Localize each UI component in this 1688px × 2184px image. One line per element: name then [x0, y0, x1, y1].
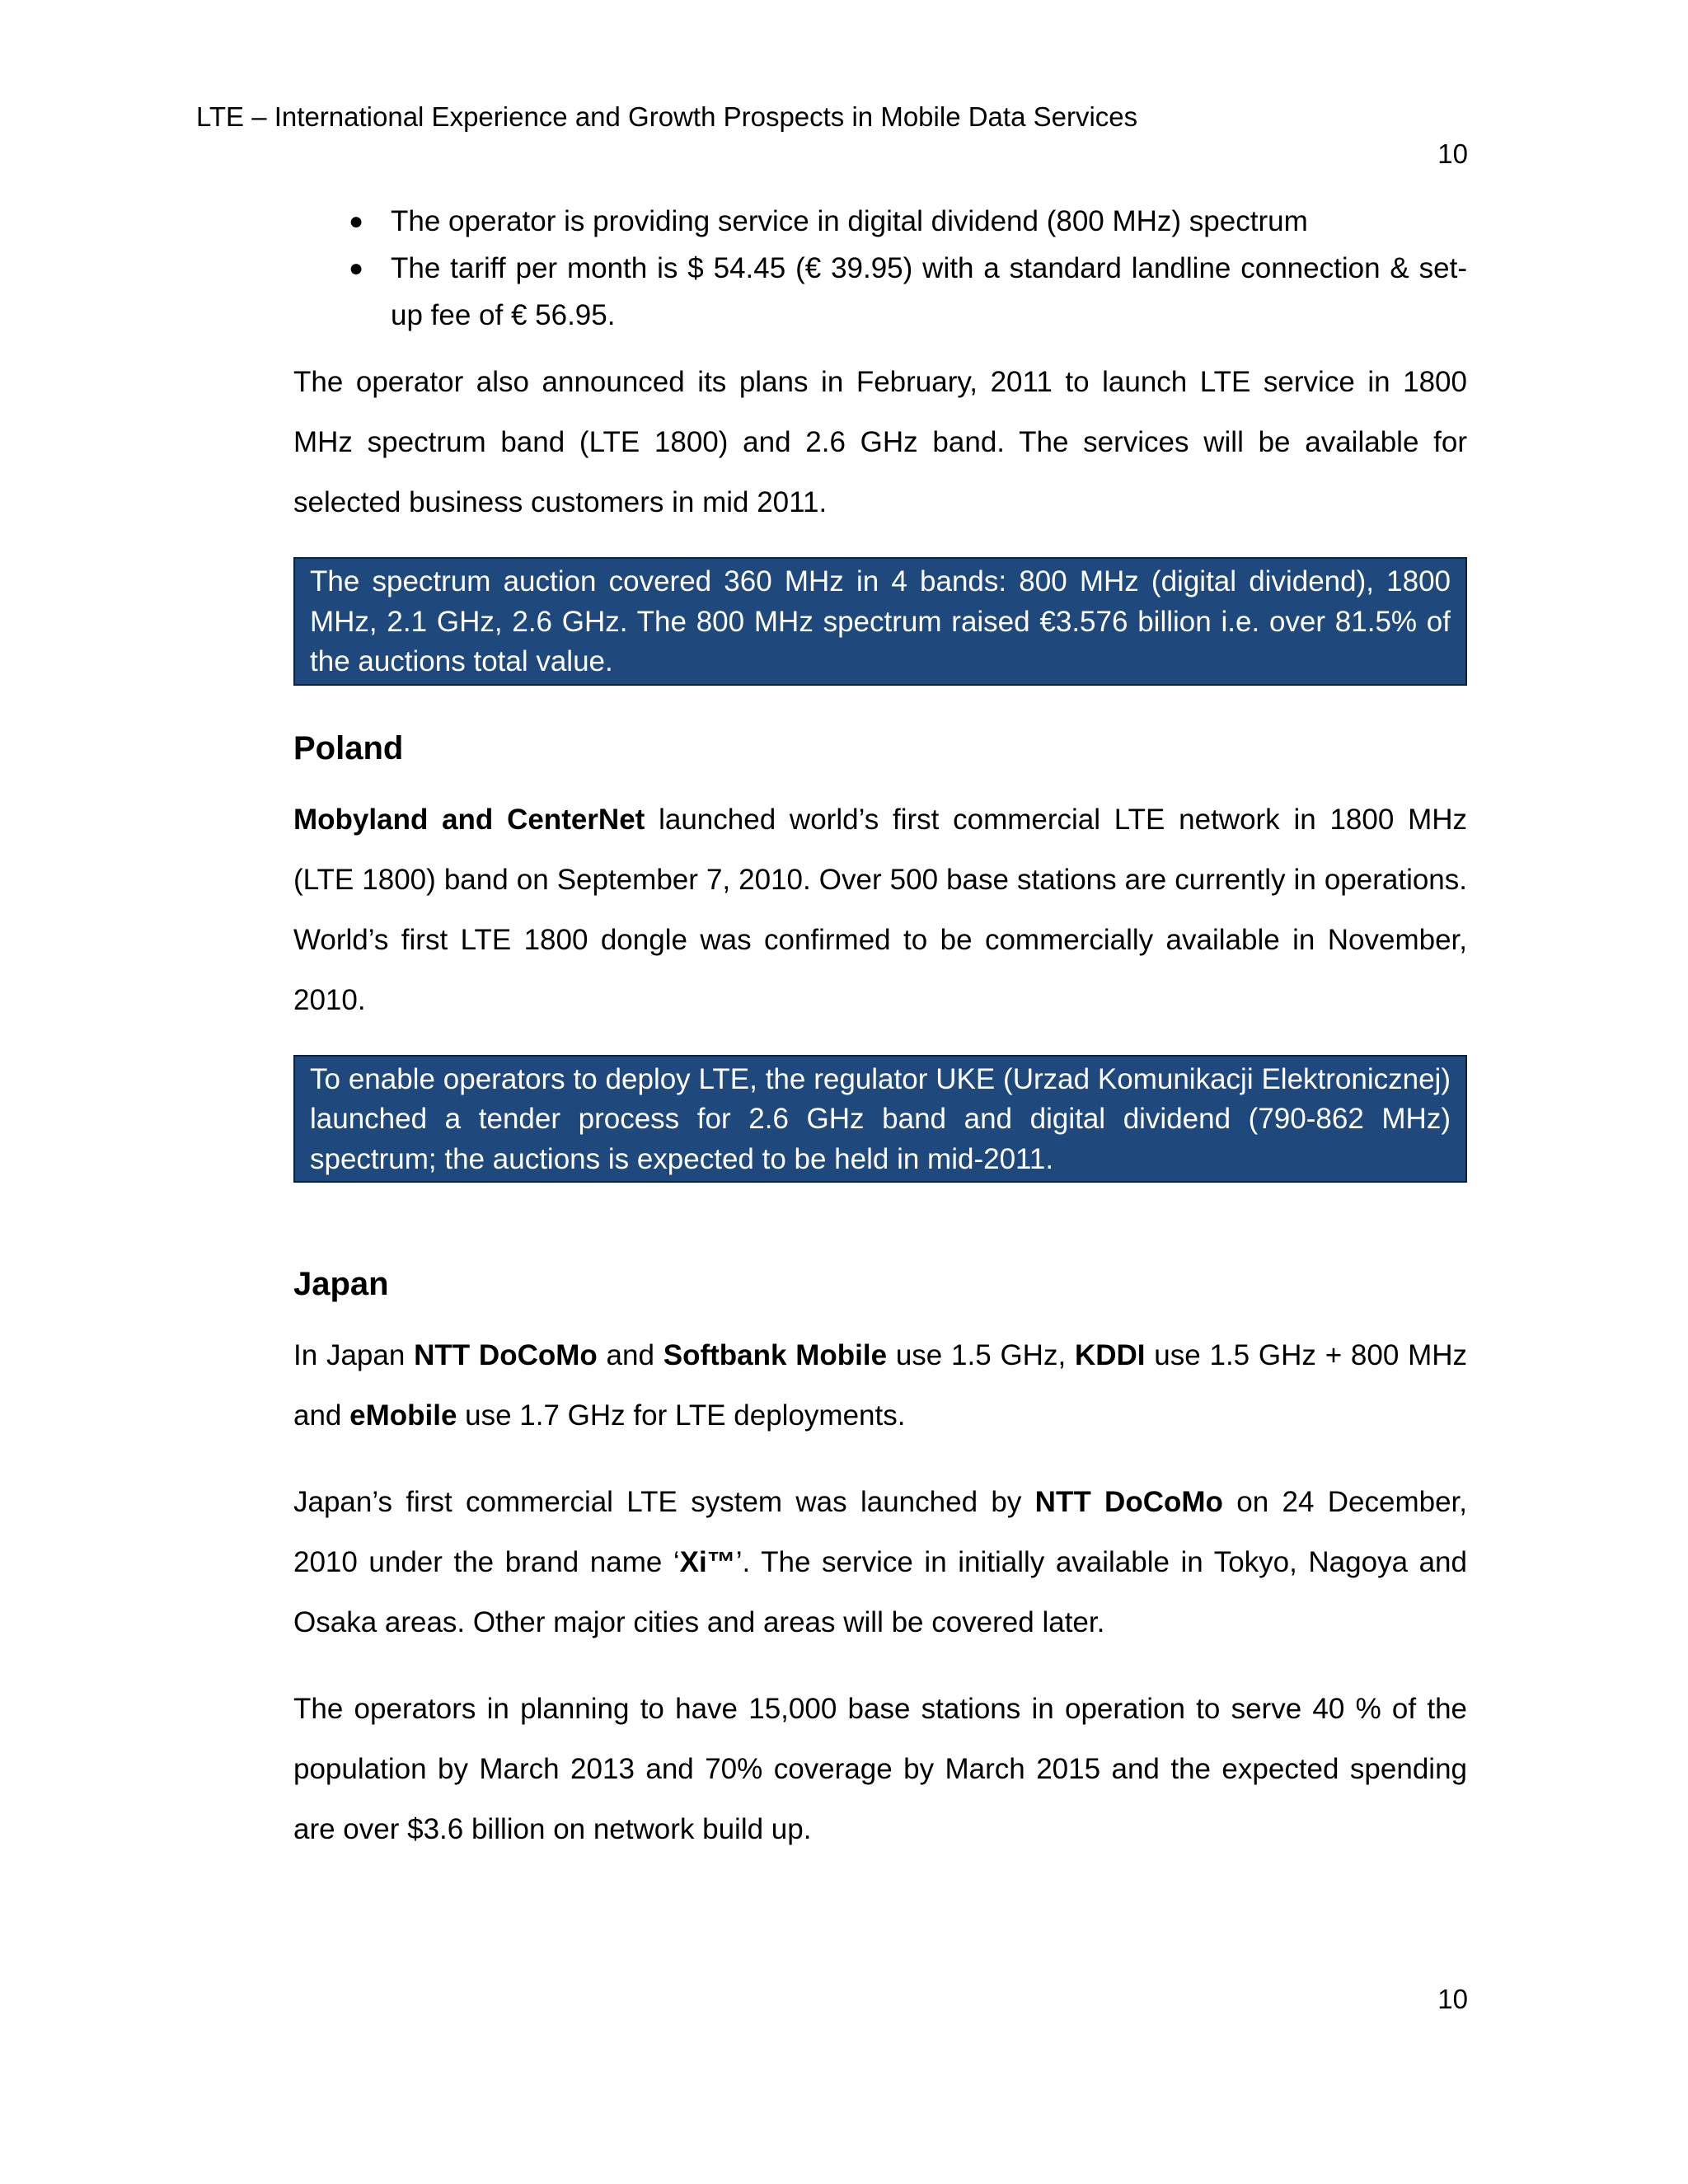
text-run: on 24 December, 2010 under the brand name ‘	[293, 1486, 1467, 1578]
text-run: ’. The service in initially available in Tokyo, Nagoya and Osaka areas. Other major cities and areas will be covered later.	[293, 1546, 1467, 1638]
text-run: Japan’s first commercial LTE system was launched by	[293, 1486, 1035, 1518]
brand-name-bold: Xi™	[679, 1546, 736, 1578]
bullet-list	[293, 198, 1467, 339]
page-number-top: 10	[1437, 138, 1468, 169]
paragraph-poland	[293, 790, 1467, 1030]
text-run: use 1.5 GHz,	[887, 1339, 1075, 1371]
bullet-text: The tariff per month is $ 54.45 (€ 39.95) with a standard landline connection & set-up fee of € 56.95.	[391, 252, 1467, 331]
operator-name-bold: KDDI	[1074, 1339, 1146, 1371]
bullet-item	[293, 198, 1467, 245]
page-number-bottom: 10	[1437, 1984, 1468, 2014]
operator-name-bold: Mobyland and CenterNet	[293, 803, 645, 836]
paragraph-japan-plans: The operators in planning to have 15,000 base stations in operation to serve 40 % of the population by March 2013 and 70% coverage by March 2015 and the expected spending are over $3.6 billion on network build up.	[293, 1693, 1467, 1845]
section-heading-poland: Poland	[293, 729, 404, 766]
operator-name-bold: NTT DoCoMo	[414, 1339, 598, 1371]
text-run: and	[597, 1339, 663, 1371]
operator-name-bold: eMobile	[349, 1399, 457, 1432]
bullet-icon: ●	[349, 208, 364, 235]
running-header: LTE – International Experience and Growth Prospects in Mobile Data Services	[196, 101, 1138, 132]
paragraph-germany-plans: The operator also announced its plans in February, 2011 to launch LTE service in 1800 MHz spectrum band (LTE 1800) and 2.6 GHz band. The services will be available for selected business customers in mid 2011.	[293, 366, 1467, 518]
bullet-text: The operator is providing service in digital dividend (800 MHz) spectrum	[391, 205, 1308, 237]
paragraph-japan-launch	[293, 1472, 1467, 1652]
callout-box-poland: To enable operators to deploy LTE, the regulator UKE (Urzad Komunikacji Elektronicznej) launched a tender process for 2.6 GHz band and digital dividend (790-862 MHz) spectrum; the auctions is expected to be held in mid-2011.	[293, 1055, 1467, 1183]
text-run: use 1.7 GHz for LTE deployments.	[457, 1399, 906, 1432]
operator-name-bold: Softbank Mobile	[663, 1339, 888, 1371]
text-run: use 1.5 GHz + 800 MHz and	[293, 1339, 1467, 1432]
bullet-item	[293, 245, 1467, 339]
paragraph-text: launched world’s first commercial LTE network in 1800 MHz (LTE 1800) band on September 7, 2010. Over 500 base stations are currently in operations. World’s first LTE 1800 dongle was confirmed to be commercially available in November, 2010.	[293, 803, 1467, 1016]
paragraph-japan-operators	[293, 1325, 1467, 1446]
operator-name-bold: NTT DoCoMo	[1034, 1486, 1223, 1518]
page-content	[293, 198, 1467, 1859]
callout-box-germany: The spectrum auction covered 360 MHz in 4 bands: 800 MHz (digital dividend), 1800 MHz, 2.1 GHz, 2.6 GHz. The 800 MHz spectrum raised €3.576 billion i.e. over 81.5% of the auctions total value.	[293, 557, 1467, 686]
text-run: In Japan	[293, 1339, 415, 1371]
bullet-icon: ●	[349, 255, 364, 282]
section-heading-japan: Japan	[293, 1266, 389, 1302]
